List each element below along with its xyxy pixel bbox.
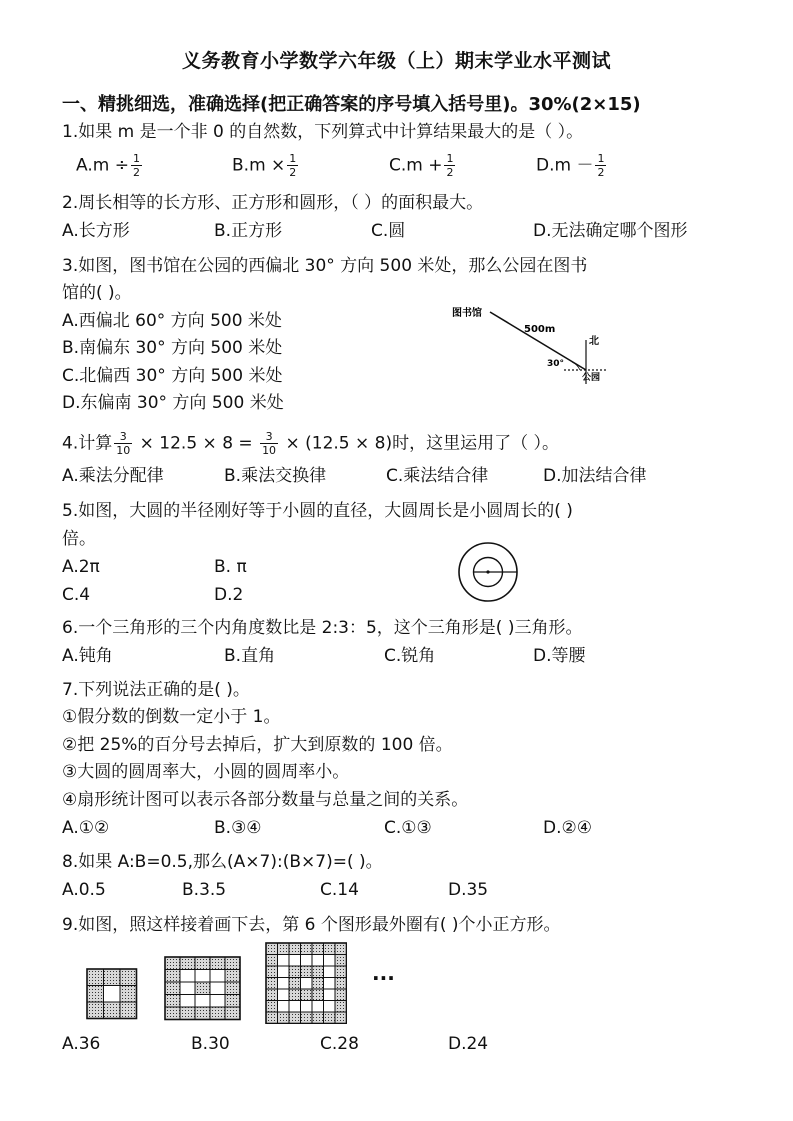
fraction-half: $\frac{1}{2}$ — [132, 152, 140, 179]
grid-cell — [210, 995, 225, 1008]
q7-option-d: D.②④ — [543, 818, 592, 838]
q1-option-a: A.m ÷ $\frac{1}{2}$ — [76, 152, 140, 179]
fraction-half: $\frac{1}{2}$ — [289, 152, 297, 179]
grid-cell — [289, 1012, 301, 1024]
q5-option-a: A.2π — [62, 557, 100, 577]
q9-option-c: C.28 — [320, 1034, 359, 1054]
fraction-half: $\frac{1}{2}$ — [446, 152, 454, 179]
q4-stem: 4.计算 $\frac{3}{10}$ × 12.5 × 8 = $\frac{3}{10}$ × (12.5 × 8)时，这里运用了（ ）。 — [62, 430, 560, 457]
grid-cell — [301, 978, 313, 990]
q5-stem-line2: 倍。 — [62, 529, 96, 549]
grid-cell — [335, 943, 347, 955]
grid-cell — [266, 955, 278, 967]
q6-stem: 6.一个三角形的三个内角度数比是 2:3：5，这个三角形是( )三角形。 — [62, 618, 583, 638]
q9-figure-3 — [265, 942, 347, 1024]
q7-statement-2: ②把 25%的百分号去掉后，扩大到原数的 100 倍。 — [62, 735, 453, 755]
grid-cell — [266, 989, 278, 1001]
q5-stem-line1: 5.如图，大圆的半径刚好等于小圆的直径，大圆周长是小圆周长的( ) — [62, 501, 573, 521]
q4-option-c: C.乘法结合律 — [386, 466, 489, 486]
q2-option-a: A.长方形 — [62, 221, 130, 241]
grid-cell — [165, 957, 180, 970]
grid-cell — [120, 969, 137, 986]
grid-cell — [266, 978, 278, 990]
q3-stem-line1: 3.如图，图书馆在公园的西偏北 30° 方向 500 米处，那么公园在图书 — [62, 256, 588, 276]
grid-cell — [210, 1007, 225, 1020]
grid-cell — [278, 989, 290, 1001]
grid-cell — [312, 978, 324, 990]
grid-cell — [266, 966, 278, 978]
q1-stem: 1.如果 m 是一个非 0 的自然数，下列算式中计算结果最大的是（ ）。 — [62, 122, 584, 142]
q6-option-a: A.钝角 — [62, 646, 113, 666]
path-line — [490, 312, 586, 370]
grid-cell — [278, 955, 290, 967]
grid-cell — [278, 978, 290, 990]
grid-cell — [165, 982, 180, 995]
fraction-half: $\frac{1}{2}$ — [597, 152, 605, 179]
grid-cell — [180, 957, 195, 970]
grid-cell — [278, 1001, 290, 1013]
grid-cell — [180, 970, 195, 983]
q3-option-a: A.西偏北 60° 方向 500 米处 — [62, 311, 282, 331]
library-label: 图书馆 — [452, 308, 482, 319]
grid-cell — [324, 989, 336, 1001]
grid-cell — [312, 966, 324, 978]
angle-label: 30° — [547, 359, 565, 369]
grid-cell — [87, 986, 104, 1003]
q1-option-d: D.m － $\frac{1}{2}$ — [536, 152, 605, 179]
grid-cell — [104, 1002, 121, 1019]
grid-cell — [104, 986, 121, 1003]
grid-cell — [289, 966, 301, 978]
q8-option-a: A.0.5 — [62, 880, 106, 900]
q5-option-c: C.4 — [62, 585, 91, 605]
q6-option-b: B.直角 — [224, 646, 276, 666]
grid-cell — [165, 995, 180, 1008]
q7-statement-4: ④扇形统计图可以表示各部分数量与总量之间的关系。 — [62, 790, 469, 810]
grid-cell — [210, 957, 225, 970]
q9-ellipsis: ··· — [372, 966, 395, 990]
page-title: 义务教育小学数学六年级（上）期末学业水平测试 — [181, 50, 611, 72]
q8-option-c: C.14 — [320, 880, 359, 900]
grid-cell — [180, 1007, 195, 1020]
grid-cell — [225, 970, 240, 983]
grid-cell — [225, 995, 240, 1008]
grid-cell — [120, 1002, 137, 1019]
grid-cell — [225, 1007, 240, 1020]
q9-option-d: D.24 — [448, 1034, 489, 1054]
fraction-three-tenths: $\frac{3}{10}$ — [262, 430, 277, 457]
grid-cell — [335, 1001, 347, 1013]
distance-label: 500m — [524, 324, 556, 335]
grid-cell — [289, 989, 301, 1001]
q8-option-b: B.3.5 — [182, 880, 227, 900]
q1-option-b: B.m × $\frac{1}{2}$ — [232, 152, 297, 179]
grid-cell — [120, 986, 137, 1003]
grid-cell — [165, 970, 180, 983]
grid-cell — [312, 955, 324, 967]
grid-cell — [266, 1012, 278, 1024]
q9-figure-2 — [164, 956, 242, 1022]
grid-cell — [266, 943, 278, 955]
grid-cell — [335, 989, 347, 1001]
q4-option-b: B.乘法交换律 — [224, 466, 327, 486]
q7-statement-1: ①假分数的倒数一定小于 1。 — [62, 707, 281, 727]
q3-option-d: D.东偏南 30° 方向 500 米处 — [62, 393, 284, 413]
grid-cell — [278, 966, 290, 978]
grid-cell — [324, 1012, 336, 1024]
grid-cell — [335, 978, 347, 990]
grid-cell — [324, 978, 336, 990]
grid-cell — [195, 982, 210, 995]
grid-cell — [335, 955, 347, 967]
q7-option-b: B.③④ — [214, 818, 262, 838]
grid-cell — [335, 966, 347, 978]
grid-cell — [195, 1007, 210, 1020]
north-label: 北 — [589, 336, 599, 347]
q4-option-a: A.乘法分配律 — [62, 466, 164, 486]
q8-option-d: D.35 — [448, 880, 489, 900]
q2-option-c: C.圆 — [371, 221, 406, 241]
grid-cell — [324, 1001, 336, 1013]
grid-cell — [195, 995, 210, 1008]
grid-cell — [301, 943, 313, 955]
fraction-three-tenths: $\frac{3}{10}$ — [116, 430, 131, 457]
grid-cell — [289, 978, 301, 990]
grid-cell — [180, 995, 195, 1008]
grid-cell — [195, 957, 210, 970]
grid-cell — [225, 982, 240, 995]
q5-option-d: D.2 — [214, 585, 244, 605]
grid-cell — [278, 1012, 290, 1024]
q3-option-c: C.北偏西 30° 方向 500 米处 — [62, 366, 283, 386]
grid-cell — [324, 943, 336, 955]
grid-cell — [312, 989, 324, 1001]
q2-option-b: B.正方形 — [214, 221, 283, 241]
q7-stem: 7.下列说法正确的是( )。 — [62, 680, 250, 700]
grid-cell — [104, 969, 121, 986]
q4-option-d: D.加法结合律 — [543, 466, 647, 486]
grid-cell — [301, 1001, 313, 1013]
q5-option-b: B. π — [214, 557, 247, 577]
q9-figure-1 — [86, 968, 138, 1020]
grid-cell — [195, 970, 210, 983]
grid-cell — [301, 966, 313, 978]
grid-cell — [324, 955, 336, 967]
grid-cell — [335, 1012, 347, 1024]
q5-circles-figure — [456, 540, 520, 604]
grid-cell — [210, 970, 225, 983]
grid-cell — [289, 1001, 301, 1013]
grid-cell — [165, 1007, 180, 1020]
grid-cell — [312, 943, 324, 955]
grid-cell — [289, 943, 301, 955]
grid-cell — [87, 969, 104, 986]
section-heading: 一、精挑细选，准确选择(把正确答案的序号填入括号里)。30%(2×15) — [62, 94, 641, 115]
q6-option-c: C.锐角 — [384, 646, 436, 666]
q1-option-c: C.m + $\frac{1}{2}$ — [389, 152, 454, 179]
q3-option-b: B.南偏东 30° 方向 500 米处 — [62, 338, 283, 358]
q2-option-d: D.无法确定哪个图形 — [533, 221, 688, 241]
q9-option-a: A.36 — [62, 1034, 101, 1054]
grid-cell — [266, 1001, 278, 1013]
grid-cell — [324, 966, 336, 978]
q3-stem-line2: 馆的( )。 — [62, 283, 132, 303]
q9-stem: 9.如图，照这样接着画下去，第 6 个图形最外圈有( )个小正方形。 — [62, 915, 561, 935]
q2-stem: 2.周长相等的长方形、正方形和圆形，（ ）的面积最大。 — [62, 193, 484, 213]
grid-cell — [225, 957, 240, 970]
q6-option-d: D.等腰 — [533, 646, 586, 666]
grid-cell — [301, 955, 313, 967]
q8-stem: 8.如果 A:B=0.5,那么(A×7):(B×7)=( )。 — [62, 852, 383, 872]
q7-option-a: A.①② — [62, 818, 110, 838]
grid-cell — [278, 943, 290, 955]
grid-cell — [289, 955, 301, 967]
grid-cell — [210, 982, 225, 995]
park-label: 公园 — [582, 373, 601, 383]
grid-cell — [312, 1012, 324, 1024]
q7-statement-3: ③大圆的圆周率大，小圆的圆周率小。 — [62, 762, 350, 782]
grid-cell — [87, 1002, 104, 1019]
q3-direction-figure — [446, 300, 616, 385]
q9-option-b: B.30 — [191, 1034, 230, 1054]
grid-cell — [180, 982, 195, 995]
grid-cell — [312, 1001, 324, 1013]
grid-cell — [301, 989, 313, 1001]
center-point — [486, 570, 489, 573]
grid-cell — [301, 1012, 313, 1024]
q7-option-c: C.①③ — [384, 818, 432, 838]
